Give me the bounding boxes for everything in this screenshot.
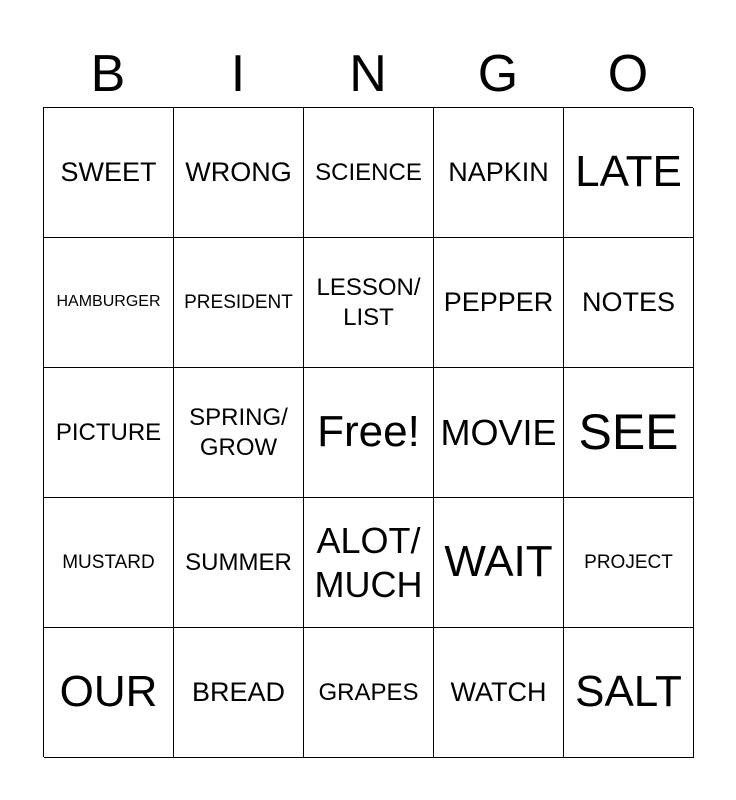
- bingo-cell[interactable]: MOVIE: [434, 368, 564, 498]
- bingo-cell[interactable]: PEPPER: [434, 238, 564, 368]
- bingo-cell[interactable]: NAPKIN: [434, 108, 564, 238]
- header-letter-n: N: [349, 45, 387, 103]
- header-letter-g: G: [477, 45, 519, 103]
- bingo-cell[interactable]: SPRING/ GROW: [174, 368, 304, 498]
- bingo-cell[interactable]: WATCH: [434, 628, 564, 758]
- bingo-cell[interactable]: PRESIDENT: [174, 238, 304, 368]
- bingo-cell[interactable]: PICTURE: [44, 368, 174, 498]
- bingo-cell[interactable]: WRONG: [174, 108, 304, 238]
- bingo-cell[interactable]: MUSTARD: [44, 498, 174, 628]
- bingo-cell[interactable]: SWEET: [44, 108, 174, 238]
- bingo-header: [43, 40, 693, 108]
- header-letter-o: O: [607, 45, 649, 103]
- bingo-cell[interactable]: GRAPES: [304, 628, 434, 758]
- bingo-cell[interactable]: SALT: [564, 628, 694, 758]
- bingo-cell[interactable]: BREAD: [174, 628, 304, 758]
- bingo-cell[interactable]: SEE: [564, 368, 694, 498]
- bingo-cell[interactable]: WAIT: [434, 498, 564, 628]
- bingo-cell[interactable]: OUR: [44, 628, 174, 758]
- bingo-cell[interactable]: LATE: [564, 108, 694, 238]
- bingo-cell[interactable]: HAMBURGER: [44, 238, 174, 368]
- bingo-cell[interactable]: NOTES: [564, 238, 694, 368]
- bingo-cell[interactable]: PROJECT: [564, 498, 694, 628]
- bingo-board: [43, 107, 693, 757]
- header-letter-b: B: [90, 45, 126, 103]
- bingo-cell[interactable]: SUMMER: [174, 498, 304, 628]
- bingo-cell[interactable]: LESSON/ LIST: [304, 238, 434, 368]
- header-letter-i: I: [230, 45, 246, 103]
- free-space-cell[interactable]: Free!: [304, 368, 434, 498]
- bingo-cell[interactable]: SCIENCE: [304, 108, 434, 238]
- bingo-cell[interactable]: ALOT/ MUCH: [304, 498, 434, 628]
